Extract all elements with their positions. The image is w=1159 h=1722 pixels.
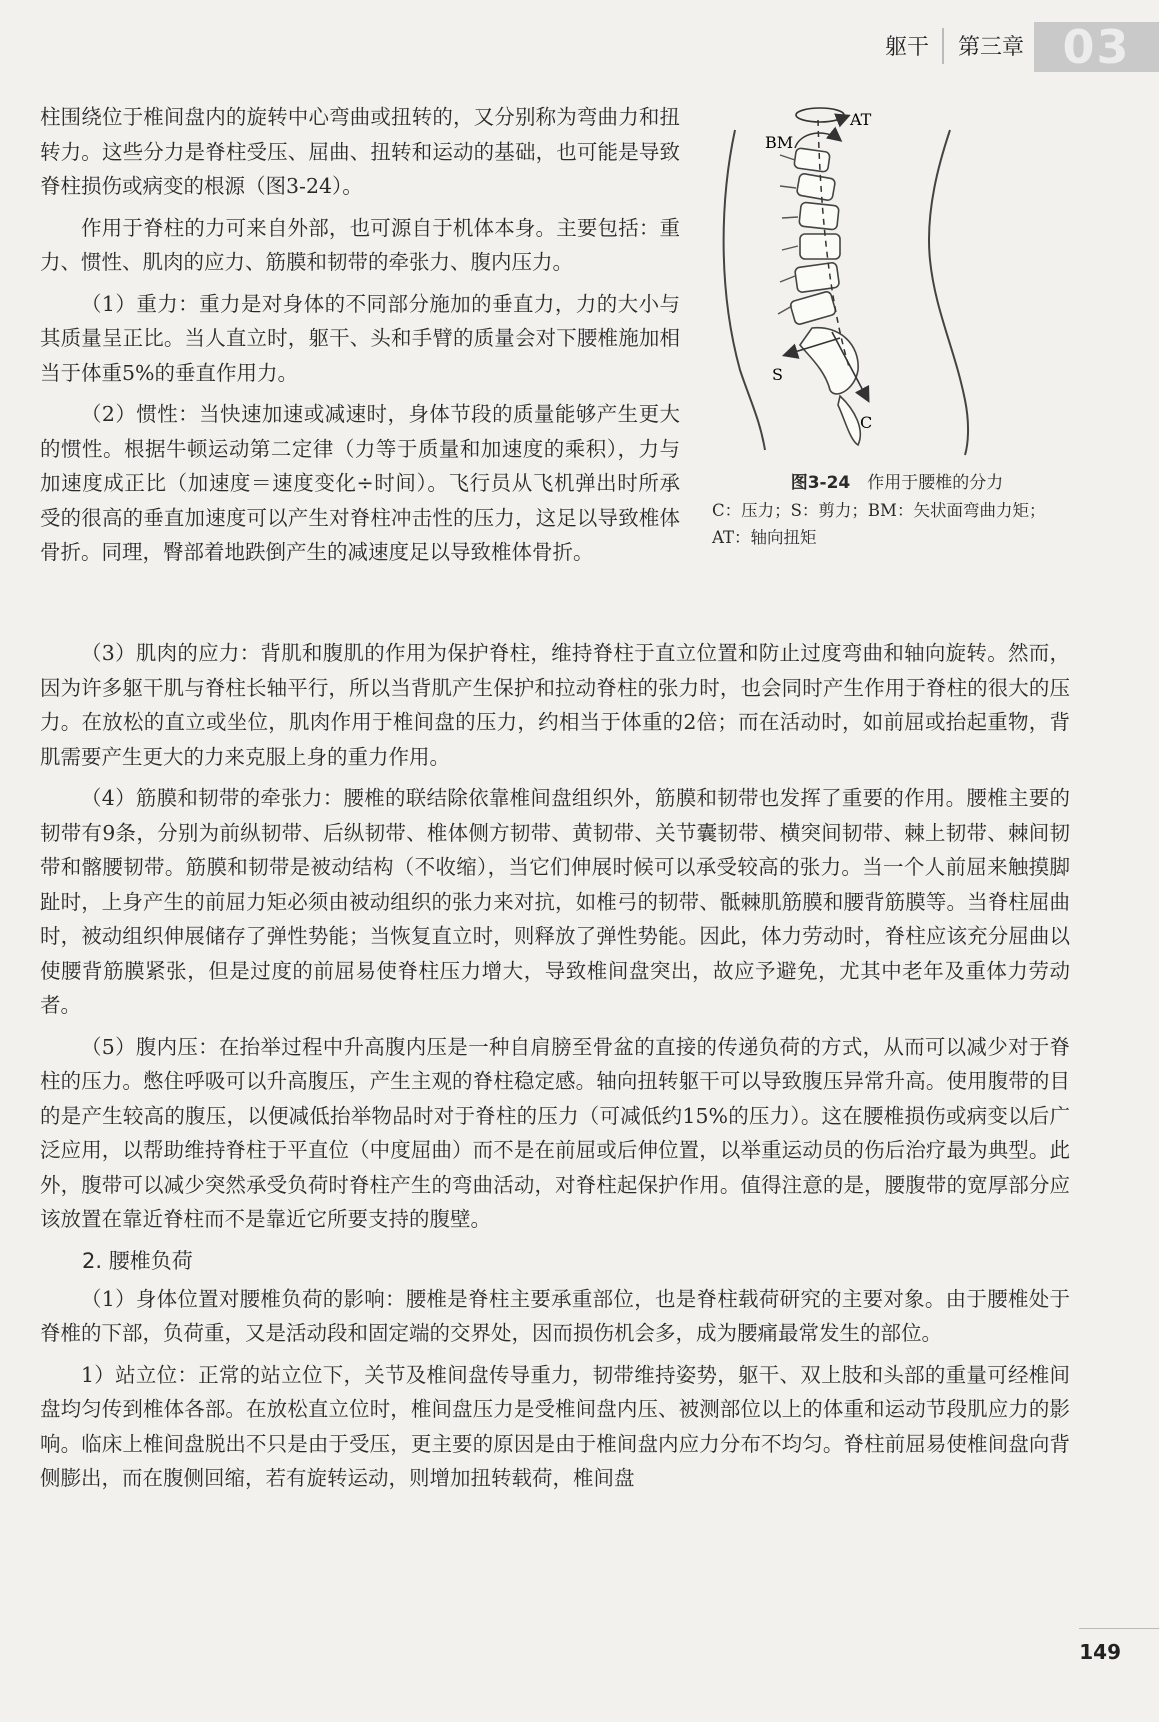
vertebra-body	[794, 148, 830, 173]
paragraph: （1）重力：重力是对身体的不同部分施加的垂直力，力的大小与其质量呈正比。当人直立时，躯干、头和手臂的质量会对下腰椎施加相当于体重5%的垂直作用力。	[40, 291, 680, 385]
label-bm: BM	[765, 133, 794, 152]
caption-text: C：压力；S：剪力；BM：矢状面弯曲力矩；AT：轴向扭矩	[712, 501, 1046, 547]
vertebra-body	[795, 262, 840, 293]
footer-rule	[1079, 1628, 1159, 1629]
label-c: C	[860, 413, 873, 432]
header-chapter-number: 03	[1034, 22, 1159, 72]
section-heading: 2. 腰椎负荷	[82, 1248, 193, 1273]
back-outline	[724, 130, 765, 450]
paragraph: （3）肌肉的应力：背肌和腹肌的作用为保护脊柱，维持脊柱于直立位置和防止过度弯曲和轴向旋转。然而，因为许多躯干肌与脊柱长轴平行，所以当背肌产生保护和拉动脊柱的张力时，也会同时产生作用于脊柱的很大的压力。在放松的直立或坐位，肌肉作用于椎间盘的压力，约相当于体重的2倍；而在活动时，如前屈或抬起重物，背肌需要产生更大的力来克服上身的重力作用。	[40, 641, 1070, 769]
header-separator	[942, 28, 944, 64]
paragraph: 柱围绕位于椎间盘内的旋转中心弯曲或扭转的，又分别称为弯曲力和扭转力。这些分力是脊柱受压、屈曲、扭转和运动的基础，也可能是导致脊柱损伤或病变的根源（图3-24）。	[40, 105, 680, 198]
vertebra-body	[799, 202, 839, 230]
header-part-title: 躯干	[884, 35, 929, 60]
axial-torque-ring	[796, 108, 844, 122]
vertebra-body	[800, 234, 840, 259]
header-chapter-title: 第三章	[957, 35, 1024, 60]
caption-title-line	[712, 470, 1082, 497]
left-column-text	[40, 100, 680, 577]
label-at: AT	[850, 110, 872, 129]
sacrum	[800, 328, 858, 394]
paragraph: 作用于脊柱的力可来自外部，也可源自于机体本身。主要包括：重力、惯性、肌肉的应力、筋膜和韧带的牵张力、腹内压力。	[40, 215, 680, 274]
label-s: S	[772, 365, 783, 384]
paragraph: （4）筋膜和韧带的牵张力：腰椎的联结除依靠椎间盘组织外，筋膜和韧带也发挥了重要的作用。腰椎主要的韧带有9条，分别为前纵韧带、后纵韧带、椎体侧方韧带、黄韧带、关节囊韧带、横突间韧带、棘上韧带、棘间韧带和髂腰韧带。筋膜和韧带是被动结构（不收缩），当它们伸展时候可以承受较高的张力。当一个人前屈来触摸脚趾时，上身产生的前屈力矩必须由被动组织的张力来对抗，如椎弓的韧带、骶棘肌筋膜和腰背筋膜等。当脊柱屈曲时，被动组织伸展储存了弹性势能；当恢复直立时，则释放了弹性势能。因此，体力劳动时，脊柱应该充分屈曲以使腰背筋膜紧张，但是过度的前屈易使脊柱压力增大，导致椎间盘突出，故应予避免，尤其中老年及重体力劳动者。	[40, 786, 1070, 1017]
figure-caption	[712, 470, 1082, 551]
page-number: 149	[1079, 1640, 1121, 1664]
front-outline	[929, 130, 968, 455]
paragraph: 1）站立位：正常的站立位下，关节及椎间盘传导重力，韧带维持姿势，躯干、双上肢和头部的重量可经椎间盘均匀传到椎体各部。在放松直立位时，椎间盘压力是受椎间盘内压、被测部位以上的体重和运动节段肌应力的影响。临床上椎间盘脱出不只是由于受压，更主要的原因是由于椎间盘内应力分布不均匀。脊柱前屈易使椎间盘向背侧膨出，而在腹侧回缩，若有旋转运动，则增加扭转载荷，椎间盘	[40, 1362, 1070, 1490]
full-width-text	[40, 636, 1070, 1503]
running-header	[759, 22, 1159, 72]
vertebra-body	[796, 173, 835, 201]
paragraph: （2）惯性：当快速加速或减速时，身体节段的质量能够产生更大的惯性。根据牛顿运动第二定律（力等于质量和加速度的乘积），力与加速度成正比（加速度＝速度变化÷时间）。飞行员从飞机弹出时所承受的很高的垂直加速度可以产生对脊柱冲击性的压力，这足以导致椎体骨折。同理，臀部着地跌倒产生的减速度足以导致椎体骨折。	[40, 402, 680, 564]
lumbar-spine-figure	[700, 100, 1080, 460]
coccyx	[838, 396, 860, 445]
paragraph: （1）身体位置对腰椎负荷的影响：腰椎是脊柱主要承重部位，也是脊柱载荷研究的主要对象。由于腰椎处于脊椎的下部，负荷重，又是活动段和固定端的交界处，因而损伤机会多，成为腰痛最常发生的部位。	[40, 1286, 1070, 1345]
vertebra-body	[790, 291, 837, 326]
bending-moment-arc	[795, 133, 840, 148]
paragraph: （5）腹内压：在抬举过程中升高腹内压是一种自肩膀至骨盆的直接的传递负荷的方式，从而可以减少对于脊柱的压力。憋住呼吸可以升高腹压，产生主观的脊柱稳定感。轴向扭转躯干可以导致腹压异常升高。使用腹带的目的是产生较高的腹压，以便减低抬举物品时对于脊柱的压力（可减低约15%的压力）。这在腰椎损伤或病变以后广泛应用，以帮助维持脊柱于平直位（中度屈曲）而不是在前屈或后伸位置，以举重运动员的伤后治疗最为典型。此外，腹带可以减少突然承受负荷时脊柱产生的弯曲活动，对脊柱起保护作用。值得注意的是，腰腹带的宽厚部分应该放置在靠近脊柱而不是靠近它所要支持的腹壁。	[40, 1034, 1070, 1231]
caption-title: 作用于腰椎的分力	[867, 473, 1004, 493]
caption-number: 图3-24	[790, 473, 851, 493]
